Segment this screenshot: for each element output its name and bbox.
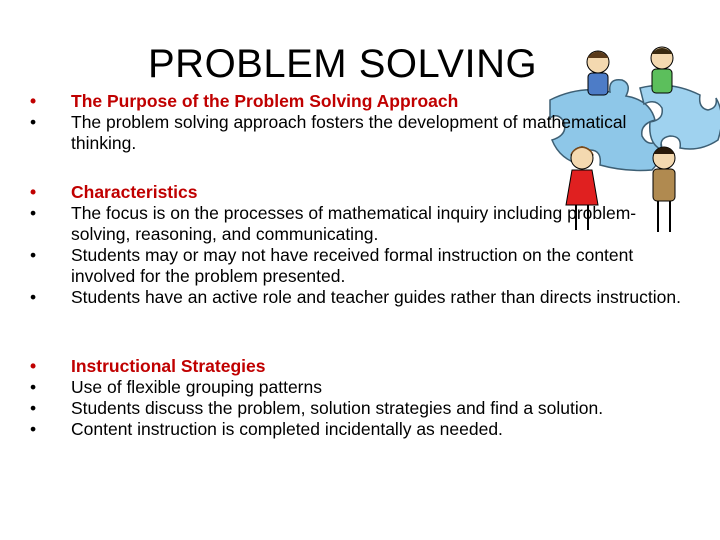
bullet-item: • Content instruction is completed incidentally as needed.	[30, 419, 503, 439]
bullet-item: • Students may or may not have received formal instruction on the content involved for the problem presented.	[30, 245, 634, 286]
bullet-item: • Students discuss the problem, solution strategies and find a solution.	[30, 398, 604, 418]
bullet-item: • The problem solving approach fosters the development of mathematical thinking.	[30, 112, 627, 153]
bullet-item: • The focus is on the processes of mathematical inquiry including problem-solving, reasoning, and communicating.	[30, 203, 637, 244]
bullet-item: • Students have an active role and teacher guides rather than directs instruction.	[30, 287, 681, 307]
slide-title: PROBLEM SOLVING	[148, 42, 538, 86]
section-heading: • Characteristics	[30, 182, 198, 202]
section-purpose	[30, 91, 695, 154]
section-instructional-strategies	[30, 356, 695, 440]
section-heading: • The Purpose of the Problem Solving Approach	[30, 91, 459, 111]
section-characteristics	[30, 182, 695, 308]
bullet-item: • Use of flexible grouping patterns	[30, 377, 322, 397]
section-heading: • Instructional Strategies	[30, 356, 266, 376]
person-body	[652, 69, 672, 93]
